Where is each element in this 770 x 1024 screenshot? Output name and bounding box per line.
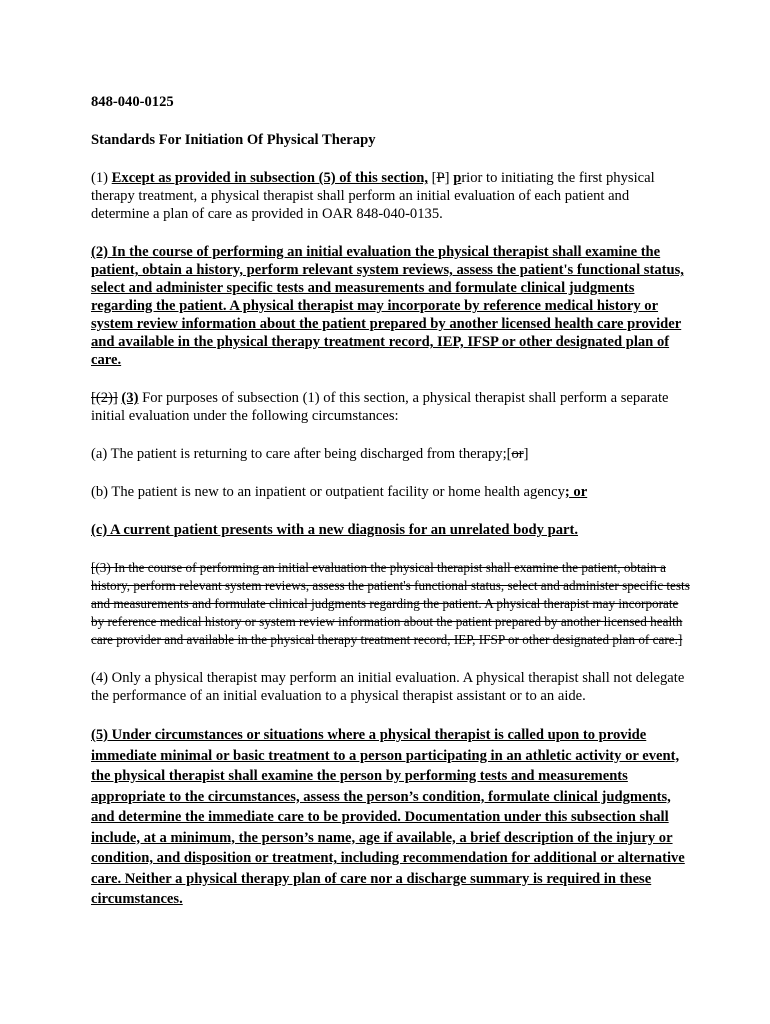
paragraph-2-inserted: (2) In the course of performing an initial evaluation the physical therapist shall examine the patient, obtain a history, perform relevant system reviews, assess the patient's functional status, select and administer specific tests and measurements and formulate clinical judgments regarding the patient. A physical therapist may incorporate by reference medical history or system review information about the patient prepared by another licensed health care provider and available in the physical therapy treatment record, IEP, IFSP or other designated plan of care. (91, 244, 684, 368)
paragraph-b (91, 483, 691, 501)
pa-deleted-word: or (511, 446, 524, 462)
paragraph-1 (91, 169, 691, 223)
p3-inserted-number: (3) (121, 390, 139, 406)
pa-text: (a) The patient is returning to care after being discharged from therapy;[ (91, 446, 512, 462)
p1-text: rior to initiating the first physical therapy treatment, a physical therapist shall perform an initial evaluation of each patient and determine a plan of care as provided in OAR 848-040-0135. (91, 170, 655, 222)
p3-text: For purposes of subsection (1) of this section, a physical therapist shall perform a separate initial evaluation under the following circumstances: (91, 390, 669, 424)
p1-number: (1) (91, 170, 112, 186)
paragraph-5-inserted: (5) Under circumstances or situations where a physical therapist is called upon to provide immediate minimal or basic treatment to a person participating in an athletic activity or event, the physical therapist shall examine the person by performing tests and measurements appropriate to the circumstances, assess the person’s condition, formulate clinical judgments, and determine the immediate care to be provided. Documentation under this subsection shall include, at a minimum, the person’s name, age if available, a brief description of the injury or condition, and disposition or treatment, including recommendation for additional or alternative care. Neither a physical therapy plan of care nor a discharge summary is required in these circumstances. (91, 727, 685, 907)
rule-title: Standards For Initiation Of Physical Therapy (91, 132, 376, 148)
p1-bracket-open: [ (428, 170, 437, 186)
pb-text: (b) The patient is new to an inpatient or outpatient facility or home health agency (91, 484, 565, 500)
p3-deleted-number: [(2)] (91, 390, 118, 406)
rule-number: 848-040-0125 (91, 94, 174, 110)
paragraph-4: (4) Only a physical therapist may perform an initial evaluation. A physical therapist shall not delegate the performance of an initial evaluation to a physical therapist assistant or to an aide. (91, 670, 685, 704)
paragraph-3 (91, 389, 691, 425)
paragraph-deleted: [(3) In the course of performing an initial evaluation the physical therapist shall examine the patient, obtain a history, perform relevant system reviews, assess the patient's functional status, select and administer specific tests and measurements and formulate clinical judgments regarding the patient. A physical therapist may incorporate by reference medical history or system review information about the patient prepared by another licensed health care provider and available in the physical therapy treatment record, IEP, IFSP or other designated plan of care.] (91, 560, 690, 647)
pb-inserted-text: ; or (564, 484, 588, 500)
p1-inserted-letter: p (453, 170, 462, 186)
p1-deleted-letter: P (436, 170, 445, 186)
pa-bracket-close: ] (523, 446, 529, 462)
document-page (91, 93, 691, 910)
p1-inserted-text: Except as provided in subsection (5) of this section, (111, 170, 429, 186)
paragraph-c-inserted: (c) A current patient presents with a new diagnosis for an unrelated body part. (91, 522, 579, 538)
p1-bracket-close: ] (444, 170, 454, 186)
paragraph-a (91, 445, 691, 463)
